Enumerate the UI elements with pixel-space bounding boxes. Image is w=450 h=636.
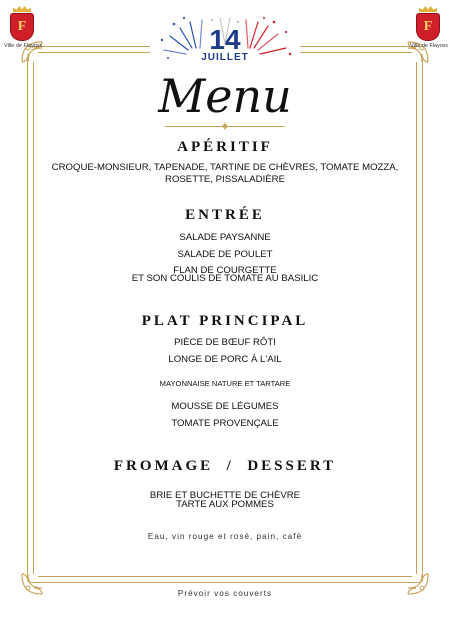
town-crest-right [410,6,449,49]
footer-note: Prévoir vos couverts [177,589,273,598]
section-title-plat: PLAT PRINCIPAL [141,313,309,329]
bastille-day-banner [150,14,300,66]
shield-icon [416,13,440,41]
town-crest-left [4,6,43,49]
crest-caption: Ville de Flayosc [4,43,43,49]
plat-item: TOMATE PROVENÇALE [171,418,279,429]
section-title-aperitif: APÉRITIF [177,139,273,155]
crest-letter: F [423,19,433,34]
crown-icon [419,6,437,12]
entree-item: SALADE PAYSANNE [179,232,271,243]
fromage-dessert-item: BRIE ET BUCHETTE DE CHÈVRE [149,490,301,501]
shield-icon [10,13,34,41]
diamond-star-icon: ✦ [219,119,231,134]
section-title-fromage-dessert: FROMAGE / DESSERT [113,458,337,474]
entree-item: SALADE DE POULET [177,249,273,260]
fromage-dessert-item: TARTE AUX POMMES [176,499,274,510]
entree-item: FLAN DE COURGETTE [173,265,277,276]
drinks-note: Eau, vin rouge et rosé, pain, café [147,532,303,541]
plat-item: PIÈCE DE BŒUF RÔTI [174,337,276,348]
banner-number: 14 [209,24,241,55]
banner-text: JUILLET [201,52,249,63]
entree-item: ET SON COULIS DE TOMATE AU BASILIC [131,273,319,284]
plat-item: MAYONNAISE NATURE ET TARTARE [159,379,291,388]
section-title-entree: ENTRÉE [185,207,265,223]
aperitif-line: CROQUE-MONSIEUR, TAPENADE, TARTINE DE CHÈVRES, TOMATE MOZZA, [51,162,399,173]
aperitif-line: ROSETTE, PISSALADIÈRE [165,174,285,185]
frame-bottom-line [38,576,412,577]
menu-title: Menu [158,69,292,123]
crown-icon [13,6,31,12]
frame-bottom-line [30,582,420,583]
crest-letter: F [17,19,27,34]
plat-item: MOUSSE DE LÉGUMES [171,401,279,412]
crest-caption: Ville de Flayosc [410,43,449,49]
plat-item: LONGE DE PORC À L'AIL [168,354,282,365]
